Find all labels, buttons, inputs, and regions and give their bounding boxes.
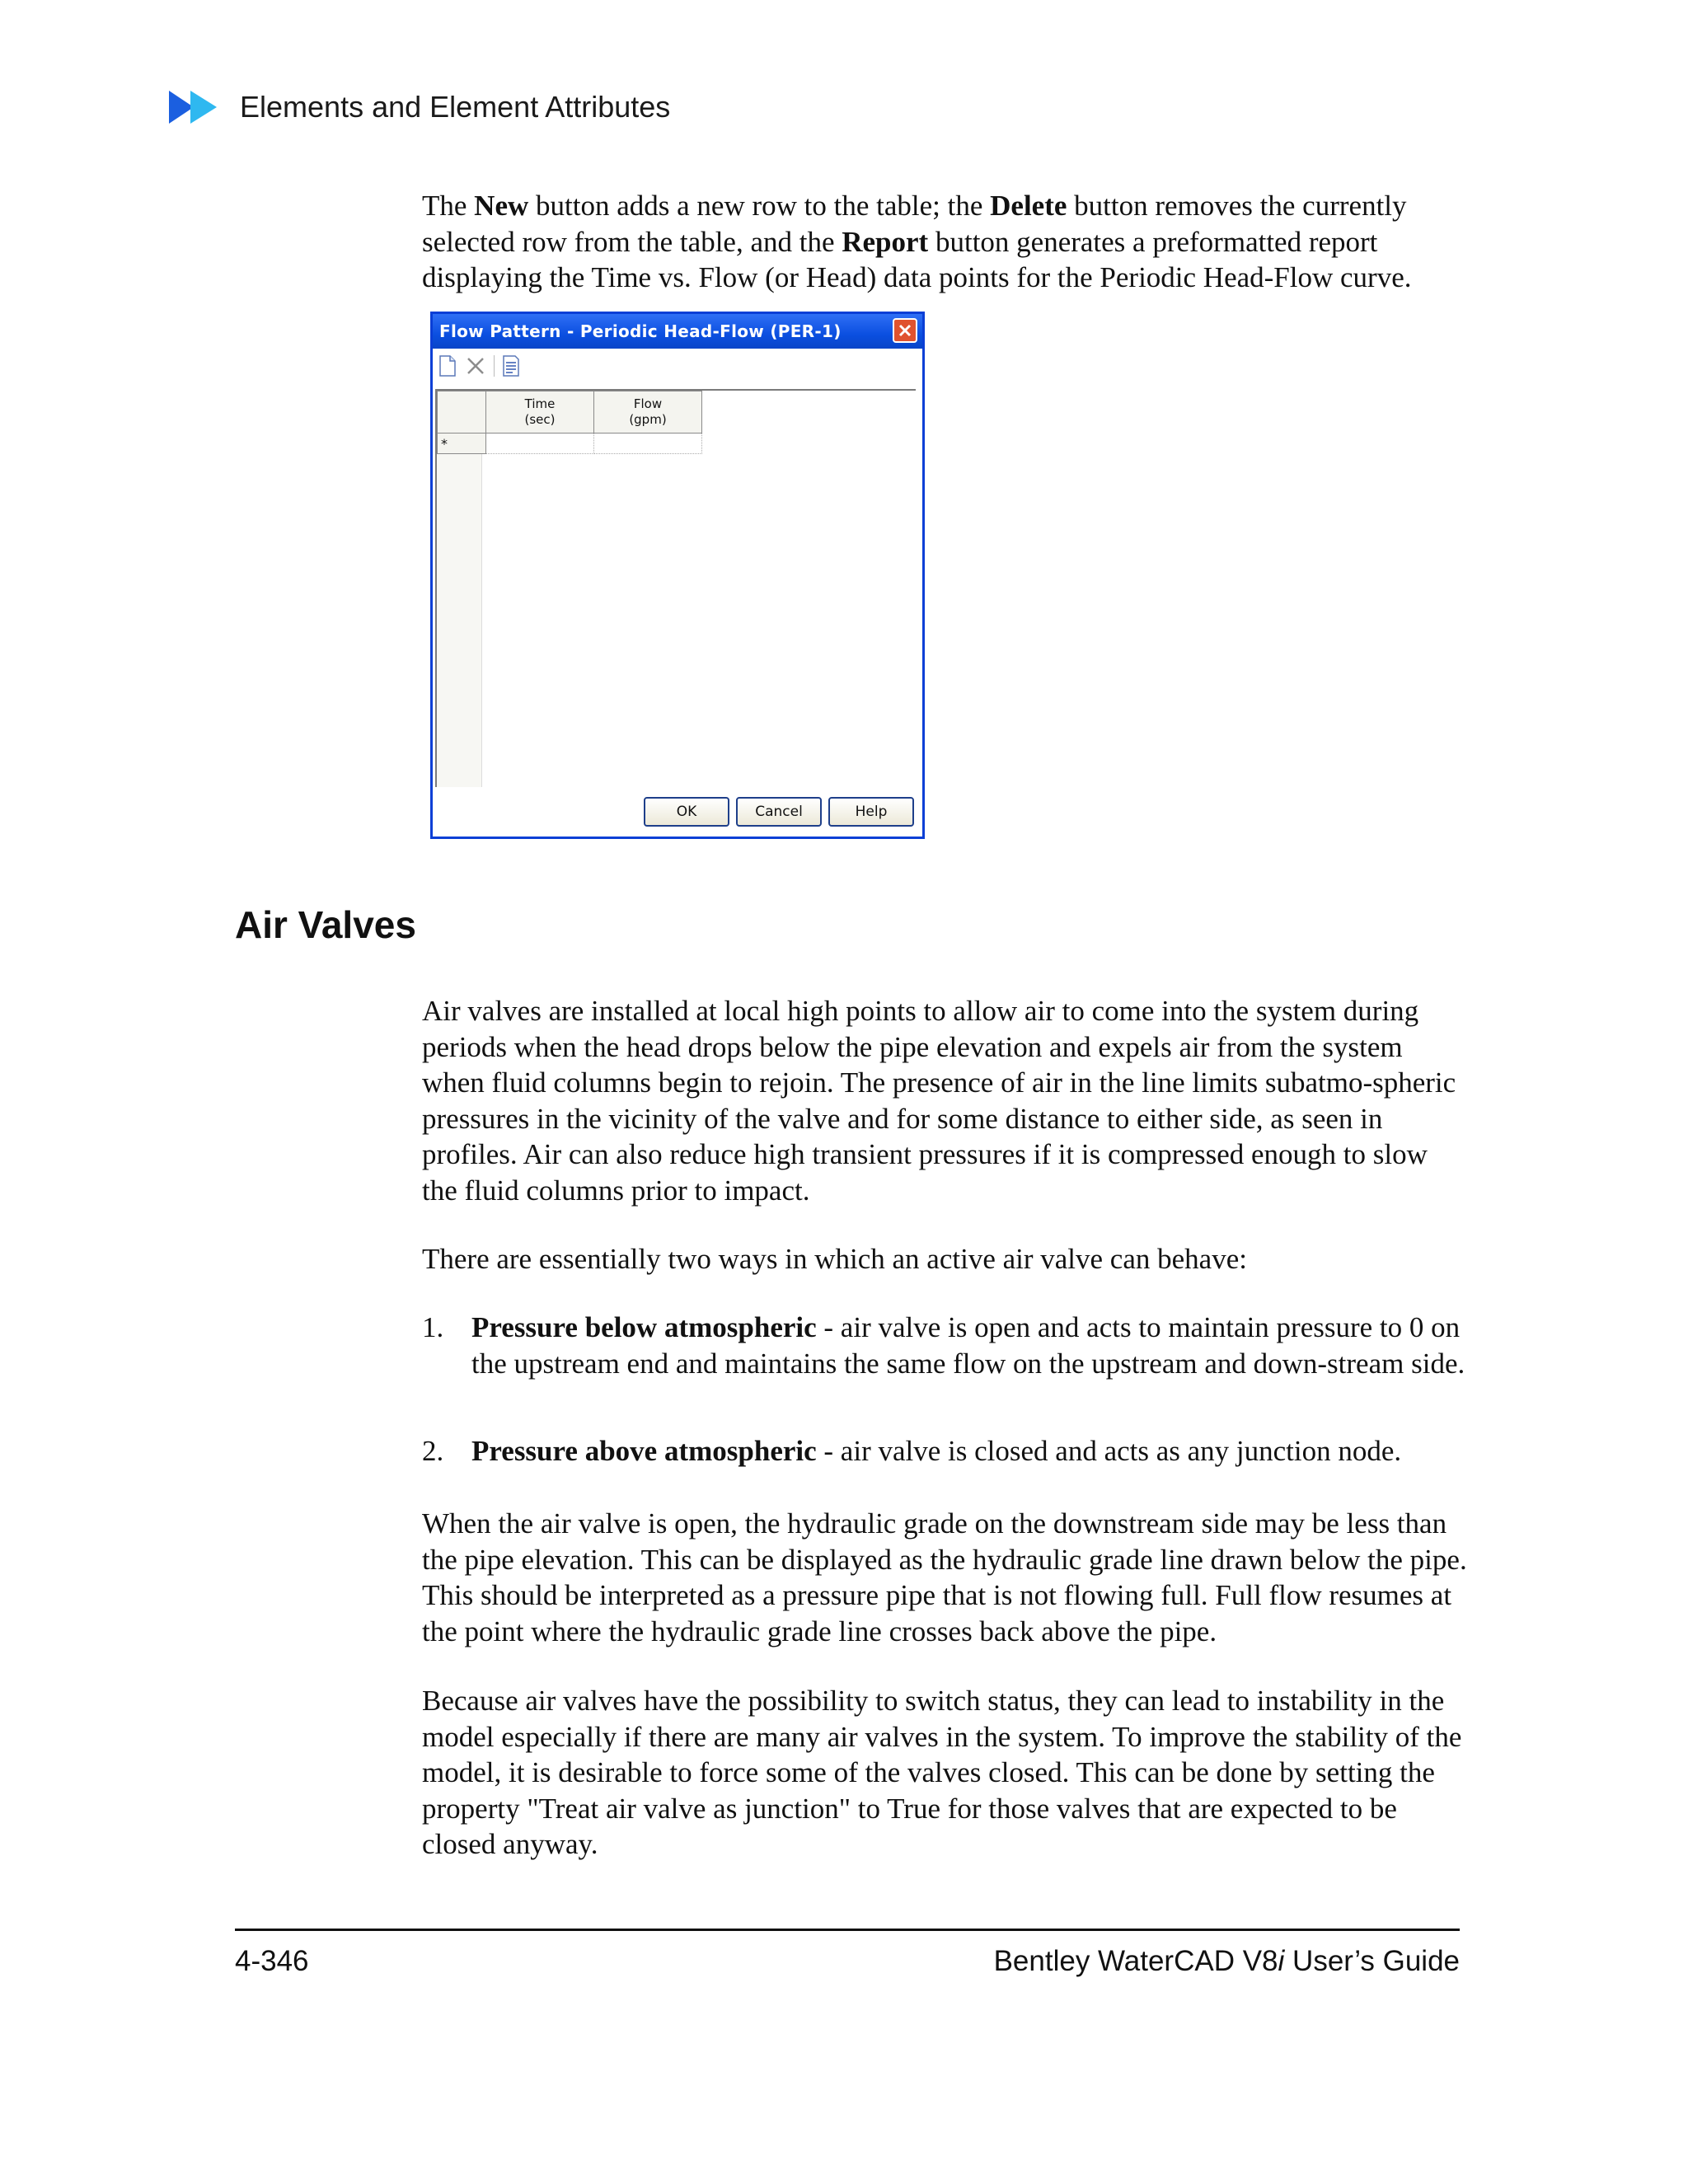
toolbar-separator bbox=[494, 355, 495, 377]
list-term: Pressure below atmospheric bbox=[471, 1311, 817, 1343]
section-title: Air Valves bbox=[235, 903, 416, 946]
delete-button[interactable] bbox=[464, 354, 487, 377]
new-row-marker: * bbox=[438, 434, 486, 454]
report-button[interactable] bbox=[499, 354, 523, 377]
dialog-title: Flow Pattern - Periodic Head-Flow (PER-1) bbox=[439, 321, 842, 341]
table-header-row bbox=[438, 391, 702, 434]
delete-icon bbox=[466, 356, 485, 376]
dialog-buttons bbox=[644, 797, 914, 827]
list-term: Pressure above atmospheric bbox=[471, 1435, 817, 1467]
paragraph-instability: Because air valves have the possibility to switch status, they can lead to instability in the model especially if there are many air valves in the system. To improve the stability of the model, it is desirable to force some of the valves closed. This can be done by setting the property "Treat air valve as junction" to True for those valves that are expected to be closed anyway. bbox=[422, 1685, 1462, 1860]
flow-pattern-dialog bbox=[430, 312, 925, 839]
new-button[interactable] bbox=[436, 354, 459, 377]
new-icon bbox=[438, 355, 457, 377]
guide-title: Bentley WaterCAD V8i User’s Guide bbox=[993, 1945, 1460, 1977]
new-term: New bbox=[474, 190, 529, 222]
delete-term: Delete bbox=[990, 190, 1067, 222]
time-cell[interactable] bbox=[486, 434, 594, 454]
data-grid[interactable] bbox=[435, 389, 916, 787]
paragraph-hydraulic-grade: When the air valve is open, the hydraulic grade on the downstream side may be less than the pipe elevation. This can be displayed as the hydraulic grade line drawn below the pipe. This should be interpreted as a pressure pipe that is not flowing full. Full flow resumes at the point where the hydraulic grade line crosses back above the pipe. bbox=[422, 1507, 1467, 1647]
report-icon bbox=[501, 355, 521, 377]
intro-paragraph: The New button adds a new row to the table; the Delete button removes the currently selected row from the table, and the Report button generates a preformatted report displaying the Time vs. Flow (or Head) data points for the Periodic Head-Flow curve. bbox=[422, 190, 1412, 293]
running-header bbox=[169, 87, 670, 127]
dialog-toolbar bbox=[436, 352, 528, 380]
flow-cell[interactable] bbox=[594, 434, 702, 454]
paragraph-behavior-intro: There are essentially two ways in which an active air valve can behave: bbox=[422, 1243, 1247, 1275]
corner-cell bbox=[438, 391, 486, 434]
double-arrow-icon bbox=[169, 89, 222, 125]
table-row[interactable] bbox=[438, 434, 702, 454]
column-header-flow[interactable]: Flow (gpm) bbox=[594, 391, 702, 434]
cancel-button[interactable]: Cancel bbox=[736, 797, 822, 827]
footer-divider bbox=[235, 1929, 1460, 1931]
flow-table bbox=[437, 391, 702, 454]
ok-button[interactable]: OK bbox=[644, 797, 729, 827]
row-header-strip bbox=[437, 435, 482, 787]
column-header-time[interactable]: Time (sec) bbox=[486, 391, 594, 434]
dialog-titlebar[interactable] bbox=[433, 314, 922, 349]
close-button[interactable] bbox=[893, 318, 917, 343]
help-button[interactable]: Help bbox=[828, 797, 914, 827]
page-number: 4-346 bbox=[235, 1945, 309, 1977]
close-icon bbox=[898, 323, 912, 338]
paragraph-air-valves-intro: Air valves are installed at local high points to allow air to come into the system during periods when the head drops below the pipe elevation and expels air from the system when fluid columns begin to rejoin. The presence of air in the line limits subatmo-spheric pressures in the vicinity of the valve and for some distance to either side, as seen in profiles. Air can also reduce high transient pressures if it is compressed enough to slow the fluid columns prior to impact. bbox=[422, 995, 1456, 1207]
header-title: Elements and Element Attributes bbox=[240, 90, 671, 124]
report-term: Report bbox=[842, 225, 929, 258]
